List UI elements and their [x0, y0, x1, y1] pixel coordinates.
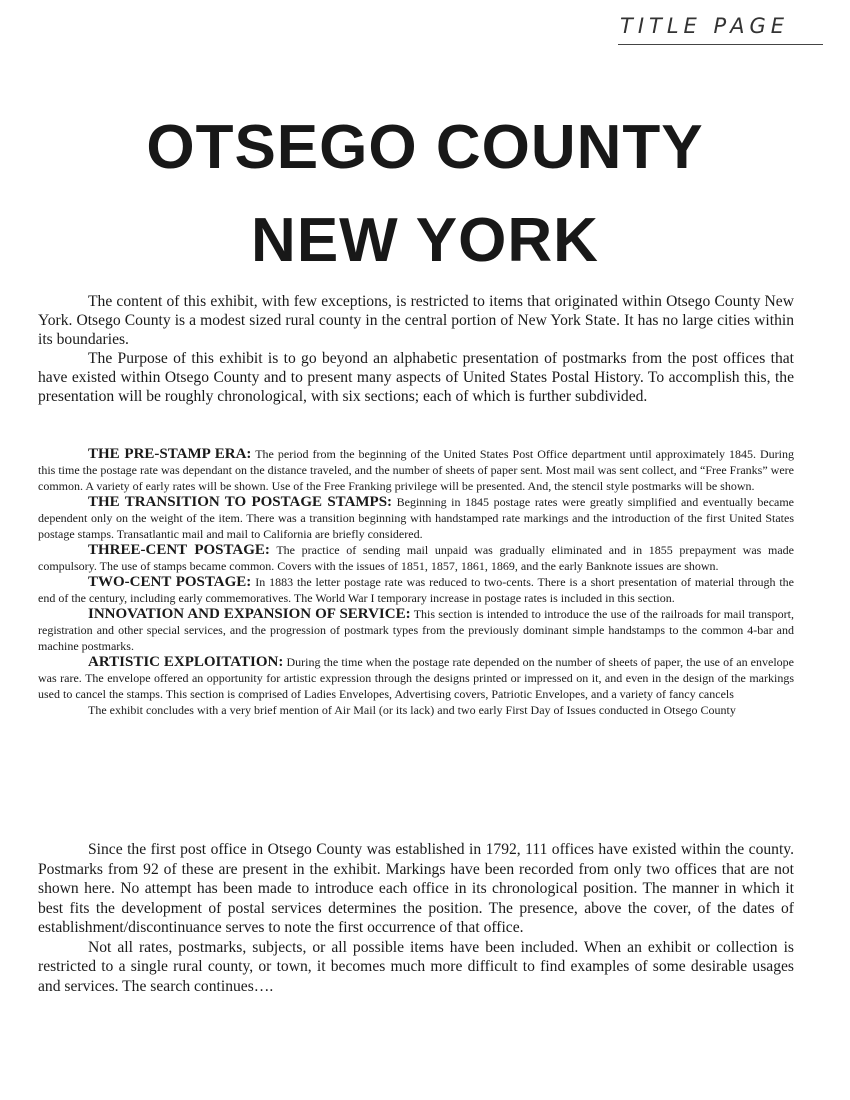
intro-paragraph: The Purpose of this exhibit is to go beyond an alphabetic presentation of postmarks from the post offices that have existed within Otsego County and to present many aspects of United States Postal History. To accomplish this, the presentation will be roughly chronological, with six sections; each of which is further subdivided.: [38, 350, 794, 405]
section-entry: [38, 446, 794, 494]
section-entry: [38, 574, 794, 606]
conclusion-text: The exhibit concludes with a very brief mention of Air Mail (or its lack) and two early First Day of Issues conducted in Otsego County: [88, 703, 736, 717]
intro-paragraph: The content of this exhibit, with few exceptions, is restricted to items that originated within Otsego County New York. Otsego County is a modest sized rural county in the central portion of New York State. It has no large cities within its boundaries.: [38, 293, 794, 348]
section-entry: [38, 494, 794, 542]
section-description: This section is intended to introduce the use of the railroads for mail transport, registration and other special services, and the progression of postmark types from the previously dominant simple handstamps to the common 4-bar and machine postmarks.: [38, 607, 794, 653]
section-heading: THREE-CENT POSTAGE:: [88, 542, 270, 558]
section-entry: [38, 542, 794, 574]
closing-text: [38, 840, 794, 996]
section-list: [38, 446, 794, 718]
section-description: The practice of sending mail unpaid was gradually eliminated and in 1855 prepayment was made compulsory. The use of stamps became common. Covers with the issues of 1851, 1857, 1861, 1869, and the early Banknote issues are shown.: [38, 543, 794, 573]
intro-text: [38, 292, 794, 406]
title-line-2: NEW YORK: [251, 206, 599, 275]
closing-paragraph: Not all rates, postmarks, subjects, or all possible items have been included. When an exhibit or collection is restricted to a single rural county, or town, it becomes much more difficult to find examples of some desirable usages and services. The search continues….: [38, 938, 794, 995]
section-description: Beginning in 1845 postage rates were greatly simplified and eventually became dependent only on the weight of the item. There was a transition beginning with handstamped rate markings and the introduction of the first United States postage stamps. Transatlantic mail and mail to California are briefly considered.: [38, 495, 795, 541]
section-heading: TWO-CENT POSTAGE:: [88, 574, 252, 590]
section-heading: THE TRANSITION TO POSTAGE STAMPS:: [88, 494, 393, 510]
section-description: In 1883 the letter postage rate was reduced to two-cents. There is a short presentation of material through the end of the century, including early commemoratives. The World War I temporary increase in postage rates is included in this section.: [38, 575, 795, 605]
annotation-underline: [618, 44, 823, 45]
section-description: During the time when the postage rate depended on the number of sheets of paper, the use of an envelope was rare. The envelope offered an opportunity for artistic expression through the designs printed or impressed on it, and even in the design of the markings used to cancel the stamps. This section is comprised of Ladies Envelopes, Advertising covers, Patriotic Envelopes, and a variety of fancy cancels: [38, 655, 794, 701]
title-line-1: OTSEGO COUNTY: [146, 113, 704, 182]
section-heading: INNOVATION AND EXPANSION OF SERVICE:: [88, 606, 411, 622]
closing-paragraph: Since the first post office in Otsego County was established in 1792, 111 offices have existed within the county. Postmarks from 92 of these are present in the exhibit. Markings have been recorded from only two offices that are not shown here. No attempt has been made to introduce each office in its chronological position. The manner in which it best fits the development of postal services determines the position. The presence, above the cover, of the dates of establishment/discontinuance serves to note the first occurrence of that office.: [38, 841, 794, 936]
section-entry: [38, 606, 794, 654]
section-entry: [38, 654, 794, 702]
section-heading: THE PRE-STAMP ERA:: [88, 446, 252, 462]
section-heading: ARTISTIC EXPLOITATION:: [88, 654, 284, 670]
section-description: The period from the beginning of the United States Post Office department until approximately 1845. During this time the postage rate was dependant on the distance traveled, and the number of sheets of paper sent. Most mail was sent collect, and “Free Franks” were common. A variety of early rates will be shown. Use of the Free Franking privilege will be presented. And, the stencil style postmarks will be shown.: [38, 447, 794, 493]
handwritten-annotation: TITLE PAGE: [620, 14, 790, 38]
